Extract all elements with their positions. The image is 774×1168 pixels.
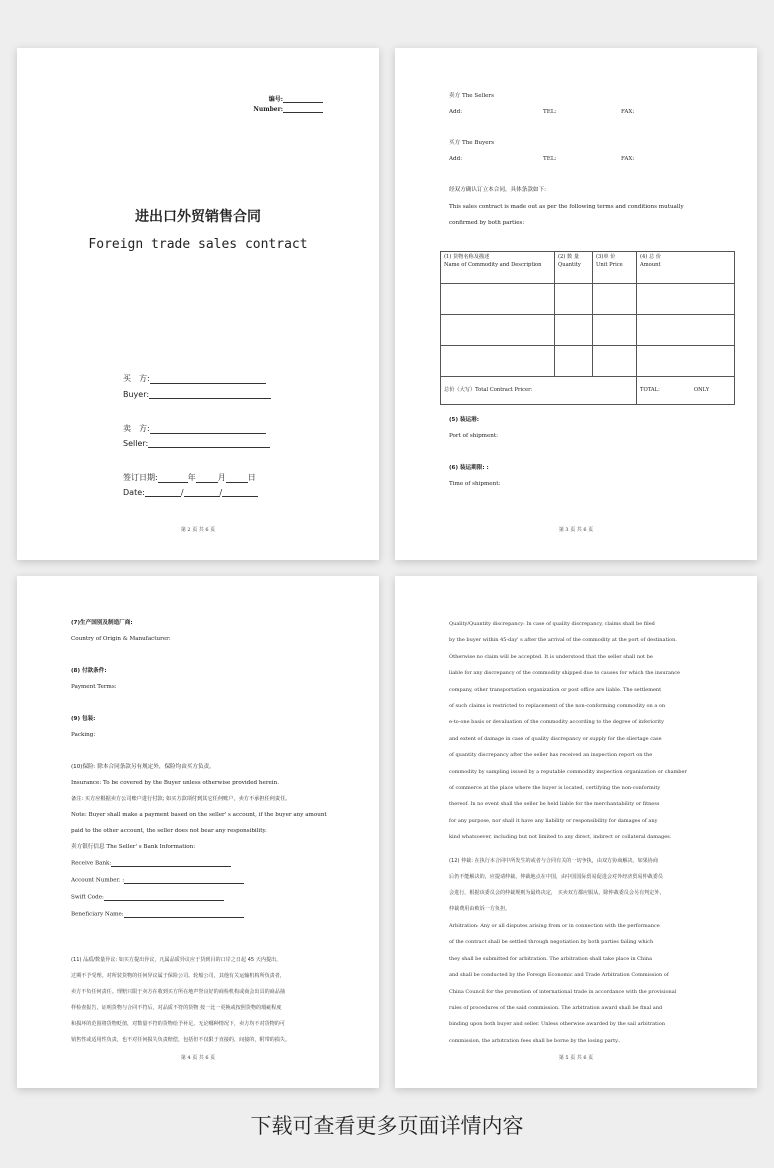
header-commodity: (1) 货物名称及描述 Name of Commodity and Description xyxy=(441,252,555,284)
buyer-cn-field: 买 方: xyxy=(123,373,266,384)
text-line: e-to-one basis or devaluation of the commodity according to the degree of inferiority xyxy=(449,719,664,726)
table-total-row xyxy=(441,377,735,405)
text-line: by the buyer within 45-day' s after the arrival of the commodity at the port of destination. xyxy=(449,637,677,644)
text-line: Otherwise no claim will be accepted. It is understood that the seller shall not be xyxy=(449,653,653,660)
page-number: 第 5 页 共 6 页 xyxy=(558,1055,594,1061)
text-line: of commerce at the place where the buyer is located, certifying the non-conformity xyxy=(449,785,661,792)
download-caption: 下载可查看更多页面详情内容 xyxy=(250,1114,524,1138)
arbitration-en-paragraph xyxy=(449,918,676,1049)
buyer-add-label: Add: xyxy=(449,156,463,162)
payment-en-label: Payment Terms: xyxy=(71,684,117,690)
table-row xyxy=(441,346,735,377)
title-english: Foreign trade sales contract xyxy=(88,237,308,252)
text-line: Arbitration: Any or all disputes arising from or in connection with the performance xyxy=(449,923,660,929)
insurance-en: Insurance: To be covered by the Buyer unless otherwise provided herein. xyxy=(71,780,279,786)
text-line: binding upon both buyer and seller. Unless otherwise awarded by the sail arbitration xyxy=(449,1021,665,1028)
packing-en-label: Packing: xyxy=(71,732,96,738)
account-number-field: Account Number. : xyxy=(71,878,244,884)
payment-cn-label: (8) 付款条件: xyxy=(71,668,107,674)
text-line: of such claims is restricted to replacement of the non-conforming commodity on a on xyxy=(449,703,666,710)
contract-page-quality-arbitration xyxy=(395,576,757,1088)
quality-en-paragraph xyxy=(449,616,687,846)
seller-tel-label: TEL: xyxy=(543,109,557,115)
buyers-label: 买方 The Buyers xyxy=(449,140,495,146)
number-en-field: Number: xyxy=(253,106,323,113)
total-cell: TOTAL: ONLY xyxy=(637,377,735,405)
seller-fax-label: FAX: xyxy=(621,109,635,115)
title-chinese: 进出口外贸销售合同 xyxy=(135,209,261,225)
packing-cn-label: (9) 包装: xyxy=(71,716,96,722)
time-cn-label: (6) 装运期限: : xyxy=(449,465,489,471)
contract-page-terms xyxy=(17,576,379,1088)
seller-add-label: Add: xyxy=(449,109,463,115)
text-line: commission, the arbitration fees shall be borne by the losing party.. xyxy=(449,1037,621,1044)
port-cn-label: (5) 装运港: xyxy=(449,417,479,423)
remark-cn: 备注: 买方应根据卖方公司账户进行付款; 如买方款项付到其它任何账户，卖方不承担任何责任。 xyxy=(71,796,291,802)
contract-page-cover xyxy=(17,48,379,560)
text-line: of the contract shall be settled through negotiation by both parties failing which xyxy=(449,939,654,946)
buyer-fax-label: FAX: xyxy=(621,156,635,162)
header-quantity: (2) 数 量 Quantity xyxy=(555,252,593,284)
page-number: 第 3 页 共 6 页 xyxy=(558,527,594,533)
sellers-label: 卖方 The Sellers xyxy=(449,93,494,99)
swift-code-field: Swift Code: xyxy=(71,895,224,901)
receive-bank-field: Receive Bank: xyxy=(71,861,231,867)
agreement-en-line2: confirmed by both parties: xyxy=(449,220,525,226)
port-en-label: Port of shipment: xyxy=(449,433,499,439)
table-row xyxy=(441,284,735,315)
text-line: Quality/Quantity discrepancy: In case of quality discrepancy, claims shall be filed xyxy=(449,621,655,627)
buyer-tel-label: TEL: xyxy=(543,156,557,162)
text-line: for any purpose, nor shall it have any liability or responsibility for damages of any xyxy=(449,817,658,824)
commodity-table xyxy=(440,251,735,405)
header-unit-price: (3)单 价 Unit Price xyxy=(593,252,637,284)
page-number: 第 2 页 共 6 页 xyxy=(180,527,216,533)
number-field: 编号: xyxy=(269,94,323,103)
insurance-cn: (10)保险: 除本合同条款另有规定外，保险均由买方负责。 xyxy=(71,764,215,770)
arbitration-cn-paragraph: (12) 仲裁: 在执行本合同中所发生的或者与合同有关的一切争执，由双方协商解决。如果协商 后仍不能解决的，应提请仲裁。仲裁地点在中国，由中国国际贸易促进会对外经济贸易仲裁委员 会进行，根据该委员会的仲裁规则为最终决定， 买卖双方都应服从，除仲裁委员会另有判定外， 仲裁费用由败诉一方负担。 xyxy=(449,858,665,912)
text-line: and extent of damage in case of quality discrepancy or supply for the sliertage case xyxy=(449,735,662,742)
text-line: kind whatsoever, including but not limited to any direct, indirect or collateral damages. xyxy=(449,834,672,841)
note-en-line2: paid to the other account, the seller does not bear any responsibility. xyxy=(71,828,267,834)
text-line: of quantity discrepancy after the seller has received an inspection report on the xyxy=(449,752,653,759)
quality-cn-paragraph: (11) 品质/数量异议: 如买方提出异议，凡属品质异议应于货到目的口岸之日起 45 天内提出， 过期不予受理。对所装货物的任何异议属于保险公司、轮船公司，其他有关运输机构所负责者， 卖方不负任何责任。理赔只限于卖方在收到买方所在地声誉良好的商检机构或商会出具的商品抽 样检查报告，证明货物与合同不符后，对品质不符的货物 按一比一更换或按照货物的瑕疵程度 和损坏的范围将货物贬值，对数量不符的货物给予补足。无论哪种情况下，卖方均不对货物的可 销售性或适用性负责，也不对任何损失负责赔偿，包括但不仅限于直接的，间接的，附带的损失。 xyxy=(71,957,291,1043)
text-line: commodity by sampling issued by a reputable commodity inspection organization or chamber xyxy=(449,768,687,775)
text-line: China Council for the promotion of international trade in accordance with the provisional xyxy=(449,988,677,995)
origin-en-label: Country of Origin & Manufacturer: xyxy=(71,636,171,642)
table-row xyxy=(441,315,735,346)
time-en-label: Time of shipment: xyxy=(449,481,501,487)
sign-date-cn-field: 签订日期: 年 月 日 xyxy=(123,473,256,482)
total-label: 总价（大写）Total Contract Pricer: xyxy=(441,377,637,405)
note-en-line1: Note: Buyer shall make a payment based on the seller' s account, if the buyer any amount xyxy=(71,812,327,818)
seller-cn-field: 卖 方: xyxy=(123,423,266,434)
text-line: they shall be submitted for arbitration. The arbitration shall take place in China xyxy=(449,955,653,962)
text-line: rules of procedures of the said commission. The arbitration award shall be final and xyxy=(449,1005,663,1012)
text-line: liable for any discrepancy of the commodity shipped due to causes for which the insurance xyxy=(449,670,680,677)
page-number: 第 4 页 共 6 页 xyxy=(180,1055,216,1061)
text-line: and shall be conducted by the Foreign Economic and Trade Arbitration Commission of xyxy=(449,972,669,979)
contract-page-parties xyxy=(395,48,757,560)
origin-cn-label: (7)生产国别及制造厂商: xyxy=(71,620,133,626)
text-line: thereof. In no event shall the seller be held liable for the merchantability or fitness xyxy=(449,801,660,808)
table-header-row xyxy=(441,252,735,284)
date-en-field: Date: / / xyxy=(123,488,258,497)
header-amount: (4) 总 价 Amount xyxy=(637,252,735,284)
beneficiary-field: Beneficiary Name: xyxy=(71,912,244,918)
agreement-cn: 经双方确认订立本合同，具体条款如下: xyxy=(449,187,546,193)
text-line: company, other transportation organization or post office are liable. The settlement xyxy=(449,686,662,693)
buyer-en-field: Buyer: xyxy=(123,390,271,399)
bank-info-label: 卖方银行信息 The Seller' s Bank Information: xyxy=(71,844,196,850)
seller-en-field: Seller: xyxy=(123,439,270,448)
agreement-en-line1: This sales contract is made out as per the following terms and conditions mutually xyxy=(449,204,684,210)
